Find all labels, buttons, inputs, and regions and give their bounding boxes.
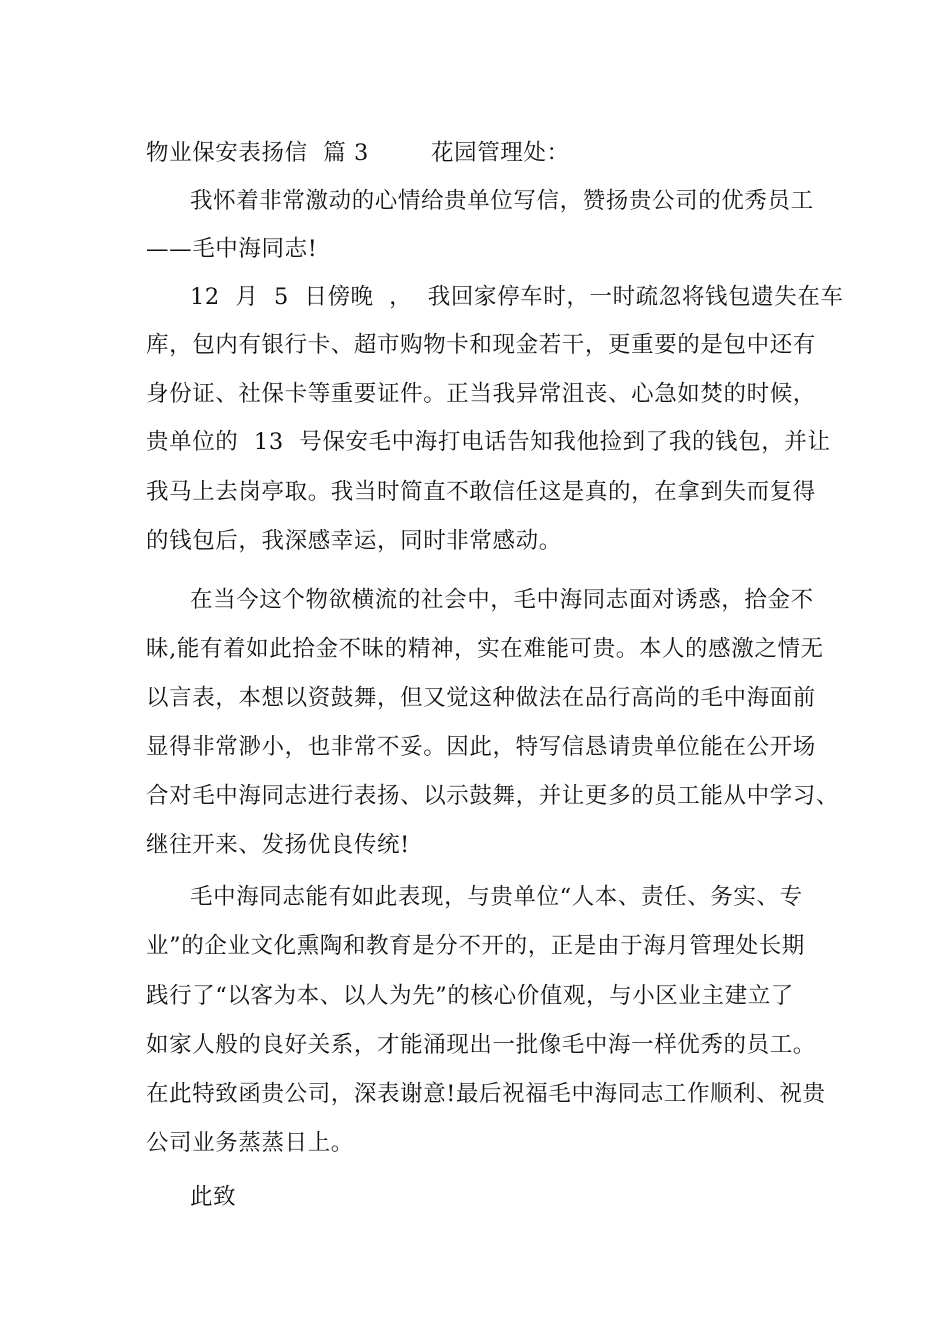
paragraph-line: 的钱包后，我深感幸运，同时非常感动。 xyxy=(146,528,562,554)
paragraph-line: 业”的企业文化熏陶和教育是分不开的，正是由于海月管理处长期 xyxy=(146,933,805,959)
paragraph-line: 合对毛中海同志进行表扬、以示鼓舞，并让更多的员工能从中学习、 xyxy=(146,783,840,809)
paragraph-line: 显得非常渺小，也非常不妥。因此，特写信恳请贵单位能在公开场 xyxy=(146,734,816,760)
paragraph-line: 继往开来、发扬优良传统! xyxy=(146,832,410,858)
paragraph-line: 12 月 5 日傍晚 ， 我回家停车时，一时疏忽将钱包遗失在车 xyxy=(190,284,844,310)
paragraph-line: 毛中海同志能有如此表现，与贵单位“人本、责任、务实、专 xyxy=(190,884,803,910)
paragraph-line: 贵单位的 13 号保安毛中海打电话告知我他捡到了我的钱包，并让 xyxy=(146,429,831,455)
paragraph-line: 在当今这个物欲横流的社会中，毛中海同志面对诱惑，拾金不 xyxy=(190,587,814,613)
paragraph-line: 如家人般的良好关系，才能涌现出一批像毛中海一样优秀的员工。 xyxy=(146,1032,816,1058)
paragraph-line: 在此特致函贵公司，深表谢意!最后祝福毛中海同志工作顺利、祝贵 xyxy=(146,1081,826,1107)
paragraph-line: ——毛中海同志! xyxy=(146,236,318,262)
paragraph-line: 我怀着非常激动的心情给贵单位写信，赞扬贵公司的优秀员工 xyxy=(190,188,814,214)
paragraph-line: 身份证、社保卡等重要证件。正当我异常沮丧、心急如焚的时候， xyxy=(146,381,816,407)
paragraph-line: 昧,能有着如此拾金不昧的精神，实在难能可贵。本人的感激之情无 xyxy=(146,636,824,662)
paragraph-line: 我马上去岗亭取。我当时简直不敢信任这是真的，在拿到失而复得 xyxy=(146,479,816,505)
paragraph-line: 公司业务蒸蒸日上。 xyxy=(146,1130,354,1156)
paragraph-line: 以言表，本想以资鼓舞，但又觉这种做法在品行高尚的毛中海面前 xyxy=(146,685,816,711)
paragraph-line: 践行了“以客为本、以人为先”的核心价值观，与小区业主建立了 xyxy=(146,983,794,1009)
closing-line: 此致 xyxy=(190,1184,237,1210)
paragraph-line: 库，包内有银行卡、超市购物卡和现金若干，更重要的是包中还有 xyxy=(146,332,816,358)
letter-heading: 物业保安表扬信 篇 3 花园管理处： xyxy=(146,140,570,166)
